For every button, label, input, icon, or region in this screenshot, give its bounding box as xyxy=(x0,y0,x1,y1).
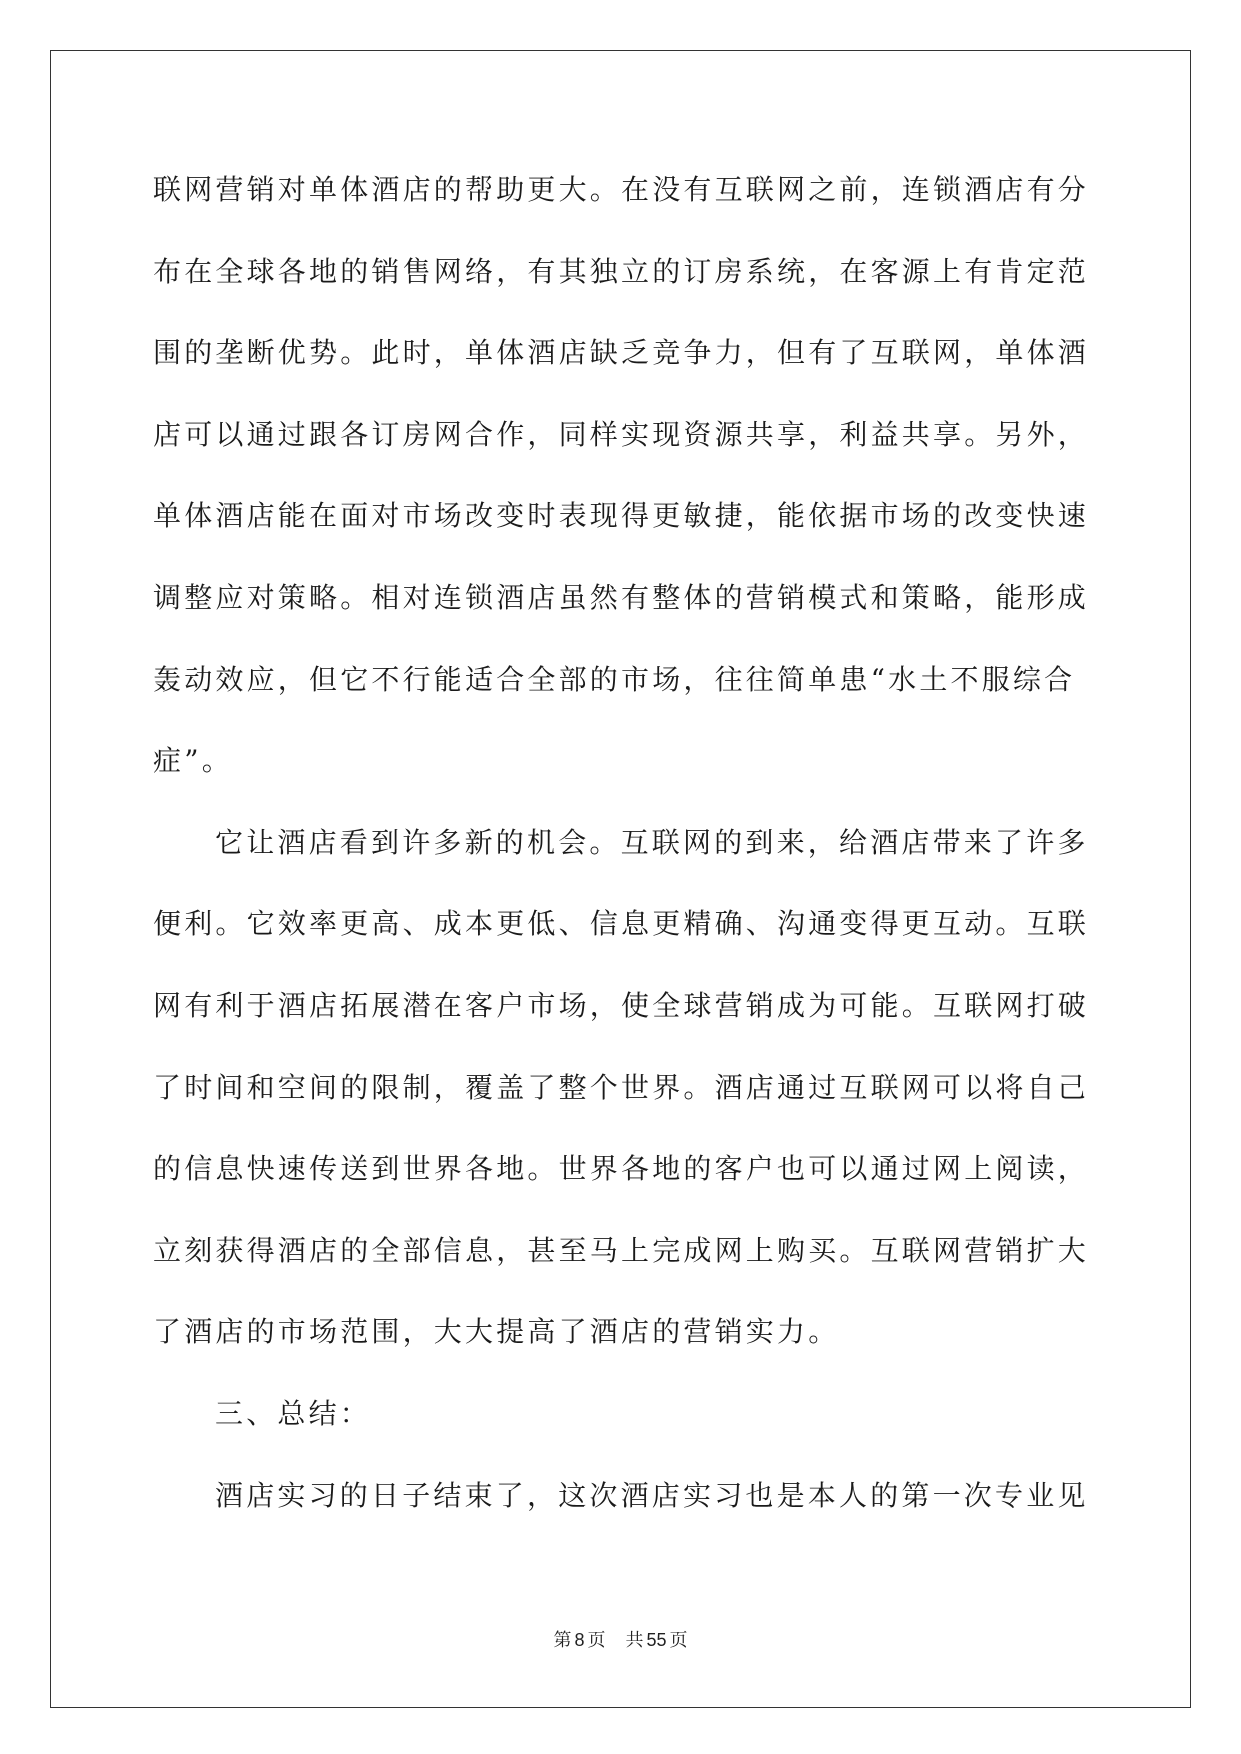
text-line: 布在全球各地的销售网络，有其独立的订房系统，在客源上有肯定范 xyxy=(153,254,1090,288)
text-line: 立刻获得酒店的全部信息，甚至马上完成网上购买。互联网营销扩大 xyxy=(153,1233,1090,1267)
text-line: 酒店实习的日子结束了，这次酒店实习也是本人的第一次专业见 xyxy=(215,1478,1089,1512)
total-prefix: 共 xyxy=(625,1630,644,1651)
paragraph-opportunities xyxy=(153,802,1113,1373)
document-body xyxy=(153,149,1113,1536)
total-suffix: 页 xyxy=(669,1630,688,1651)
section-heading xyxy=(153,1373,1113,1455)
paragraph-continued xyxy=(153,149,1113,802)
text-line: 了酒店的市场范围，大大提高了酒店的营销实力。 xyxy=(153,1315,840,1349)
page-footer xyxy=(0,1628,1241,1653)
text-line: 的信息快速传送到世界各地。世界各地的客户也可以通过网上阅读， xyxy=(153,1152,1090,1186)
section-heading-text: 三、总结： xyxy=(215,1396,372,1430)
text-line: 轰动效应，但它不行能适合全部的市场，往往简单患“水土不服综合 xyxy=(153,662,1076,696)
text-line: 了时间和空间的限制，覆盖了整个世界。酒店通过互联网可以将自己 xyxy=(153,1070,1090,1104)
text-line: 它让酒店看到许多新的机会。互联网的到来，给酒店带来了许多 xyxy=(215,825,1089,859)
text-line: 单体酒店能在面对市场改变时表现得更敏捷，能依据市场的改变快速 xyxy=(153,499,1090,533)
page-prefix: 第 xyxy=(553,1630,572,1651)
paragraph-summary xyxy=(153,1455,1113,1537)
text-line: 便利。它效率更高、成本更低、信息更精确、沟通变得更互动。互联 xyxy=(153,907,1090,941)
text-line: 调整应对策略。相对连锁酒店虽然有整体的营销模式和策略，能形成 xyxy=(153,580,1090,614)
page-current-number: 8 xyxy=(574,1630,585,1650)
text-line: 围的垄断优势。此时，单体酒店缺乏竞争力，但有了互联网，单体酒 xyxy=(153,336,1090,370)
text-line: 店可以通过跟各订房网合作，同样实现资源共享，利益共享。另外， xyxy=(153,417,1090,451)
text-line: 网有利于酒店拓展潜在客户市场，使全球营销成为可能。互联网打破 xyxy=(153,988,1090,1022)
text-line: 症”。 xyxy=(153,744,233,778)
page-suffix: 页 xyxy=(587,1630,606,1651)
text-line: 联网营销对单体酒店的帮助更大。在没有互联网之前，连锁酒店有分 xyxy=(153,173,1090,206)
total-pages-number: 55 xyxy=(646,1630,667,1650)
